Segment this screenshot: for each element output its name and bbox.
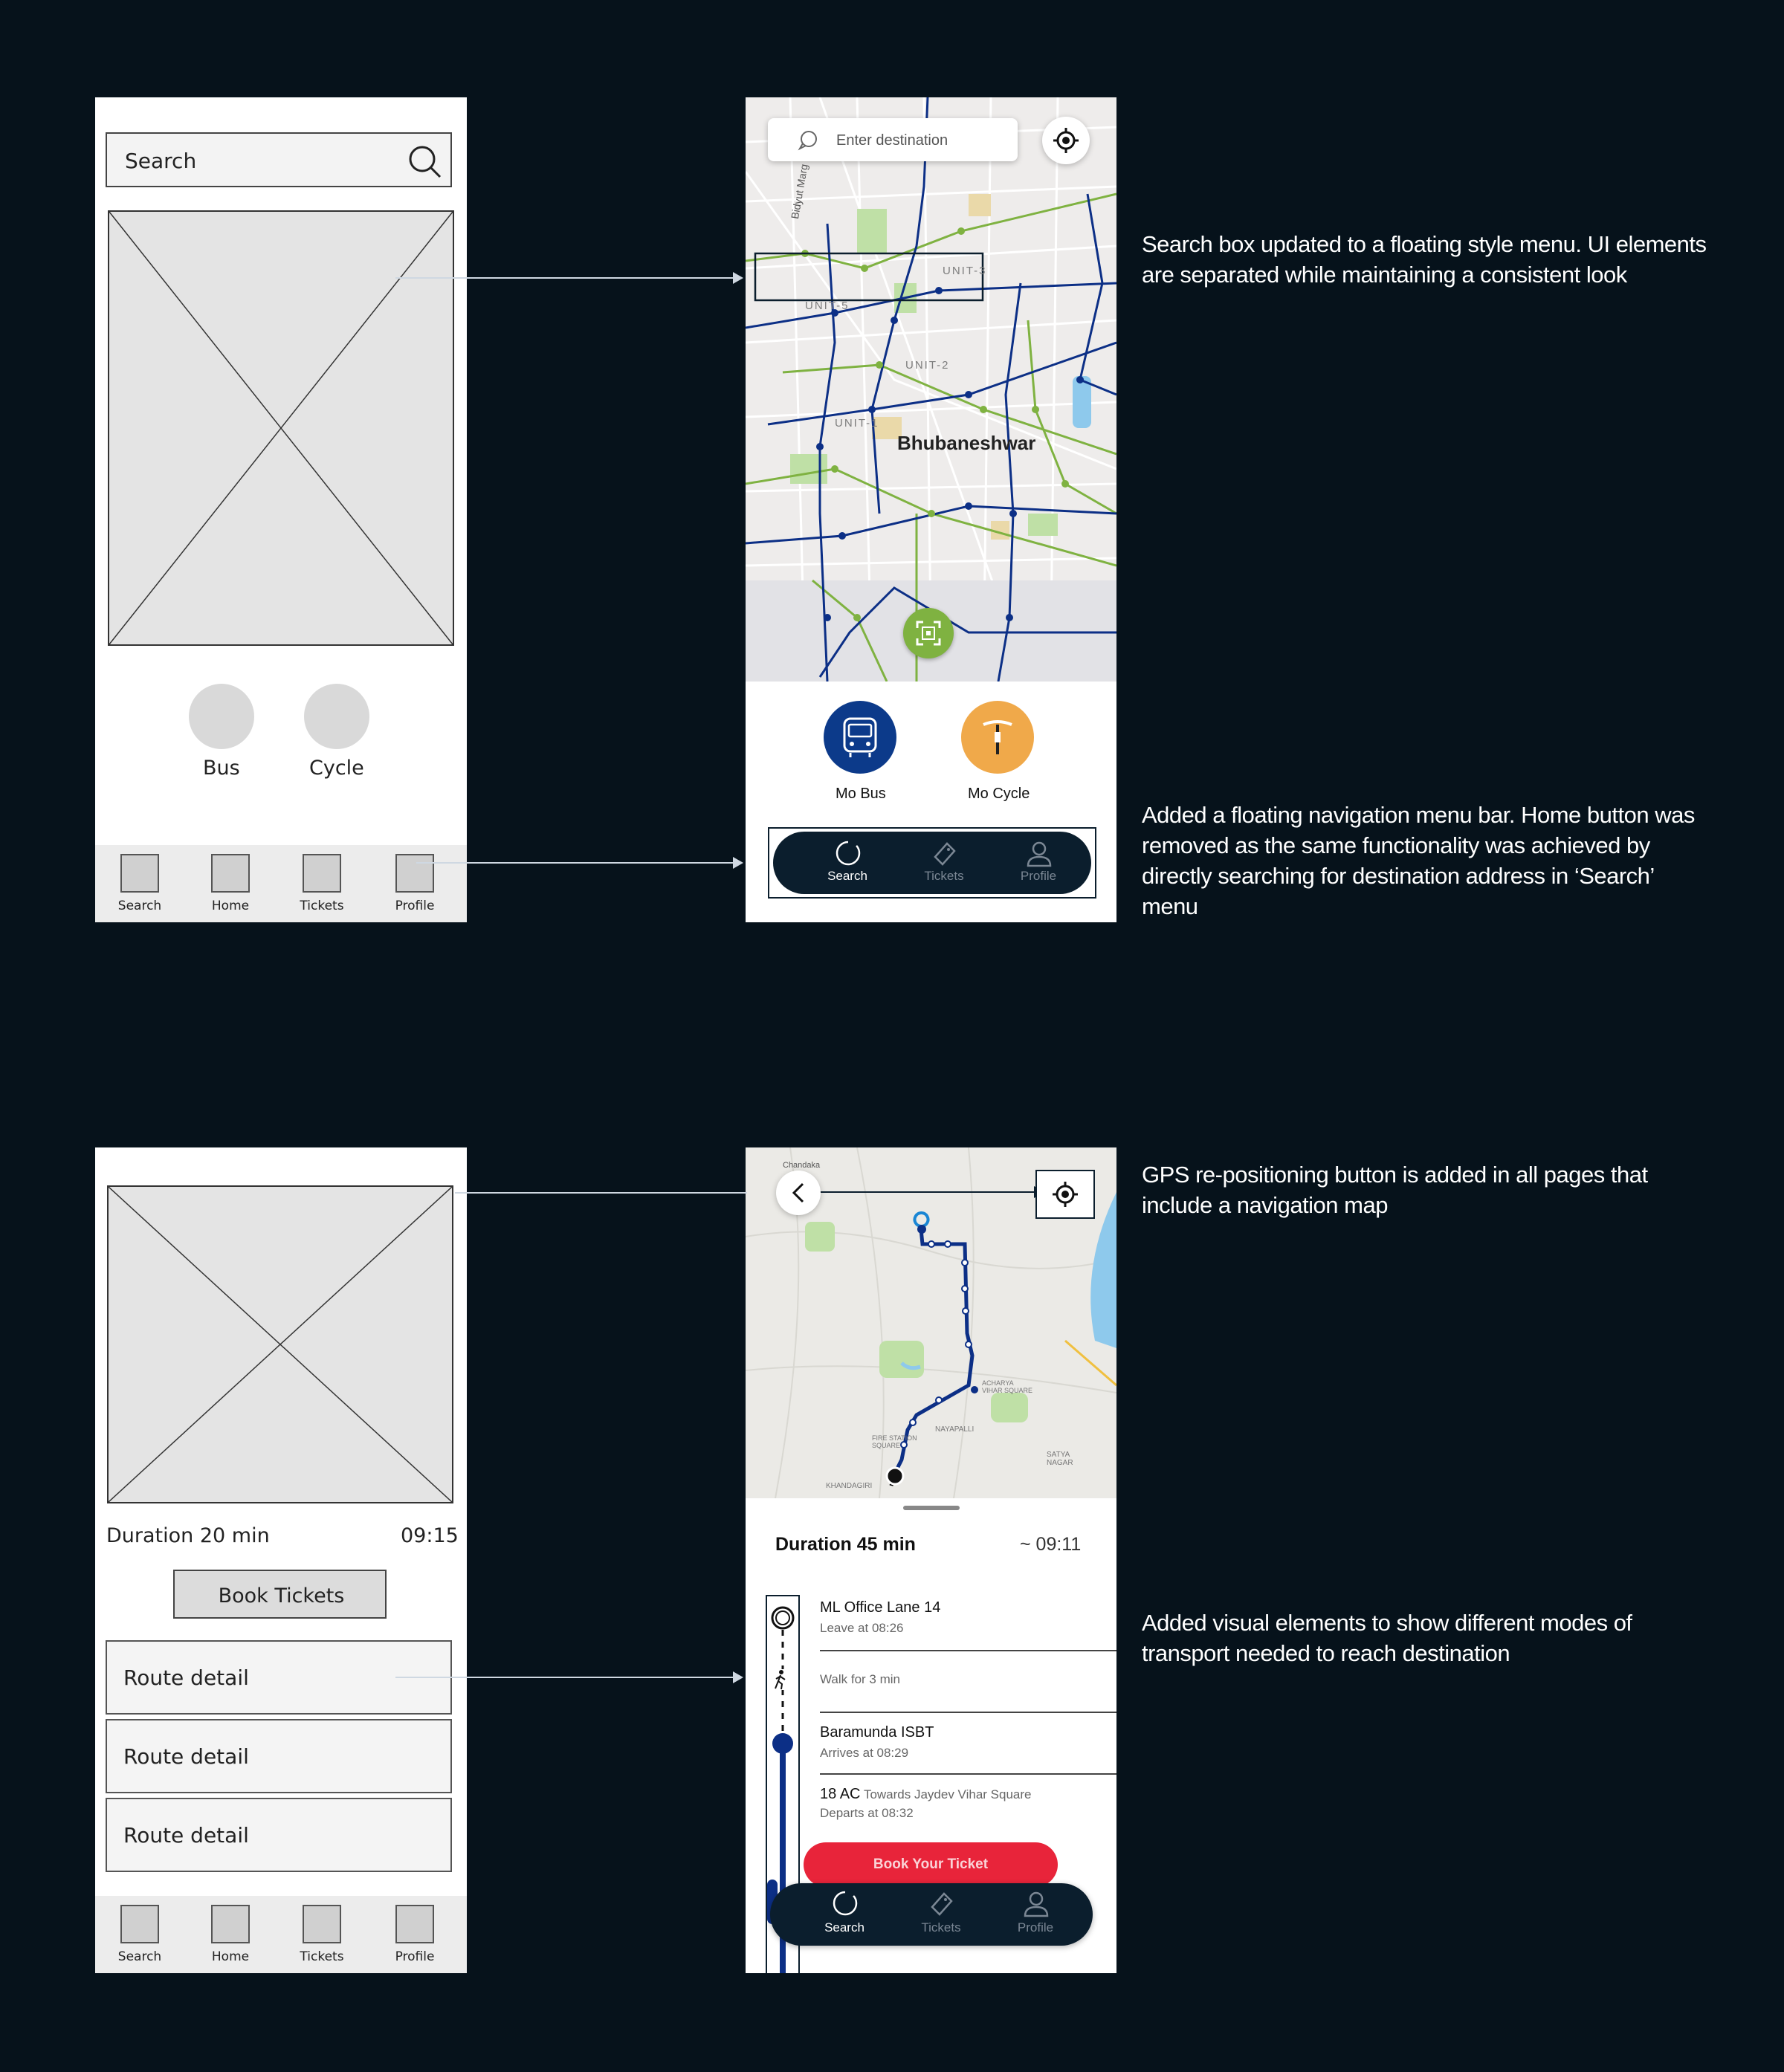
map-label-unit3: UNIT-3 [943,265,987,277]
nav-home[interactable] [184,1896,259,1973]
time-label: 09:15 [401,1524,459,1547]
nav-tickets[interactable] [276,845,350,922]
qr-scan-icon [916,621,941,646]
book-your-ticket-button[interactable] [804,1842,1058,1887]
nav-search-label: Search [117,1949,162,1964]
connector-arrow [395,277,742,279]
duration-label: Duration 20 min [106,1524,270,1547]
search-icon [834,839,862,867]
route-detail-card[interactable] [106,1798,452,1872]
gps-highlight-box [1035,1170,1095,1219]
app-search-screen [746,97,1116,922]
nav-tickets[interactable] [276,1896,350,1973]
trip-duration: Duration 45 min [775,1534,916,1555]
bus-route-direction: Towards Jaydev Vihar Square [863,1787,1032,1801]
nav-home-label: Home [211,899,250,913]
step-divider [820,1650,1116,1651]
mo-cycle-button[interactable] [961,701,1034,774]
nav-search-label: Search [827,869,867,883]
qr-scan-button[interactable] [903,608,954,658]
nav-search[interactable] [800,1883,889,1946]
step-subtitle: Walk for 3 min [820,1672,901,1686]
search-label: Search [125,149,197,173]
nav-profile[interactable] [369,845,443,922]
nav-search[interactable] [803,832,892,894]
connector-arrow [416,862,742,864]
book-tickets-label: Book Tickets [218,1584,345,1608]
nav-tickets-label: Tickets [921,1920,961,1935]
bus-route-number: 18 AC [820,1786,861,1802]
nav-profile[interactable] [369,1896,443,1973]
nav-profile[interactable] [994,832,1083,894]
cycle-mode-label: Cycle [309,757,364,780]
floating-search-bar[interactable] [768,118,1018,161]
nav-search-label: Search [824,1920,864,1935]
step-title: ML Office Lane 14 [820,1599,941,1616]
gps-target-icon [1053,127,1079,154]
chat-bubble-icon [798,130,818,151]
back-arrow-icon [789,1182,807,1203]
nav-tickets-icon [303,1905,341,1943]
search-icon[interactable] [407,144,443,180]
nav-tickets[interactable] [899,832,989,894]
wireframe-search-screen [95,97,467,922]
annotation-transport-modes: Added visual elements to show different modes of transport needed to reach destination [1142,1610,1632,1666]
route-detail-label: Route detail [123,1823,249,1848]
map-label-satya-nagar: SATYA NAGAR [1047,1451,1073,1467]
nav-profile-label: Profile [395,899,435,913]
trip-step-walk[interactable] [820,1672,1116,1687]
step-subtitle: Departs at 08:32 [820,1806,914,1820]
nav-home-label: Home [211,1949,250,1964]
bus-mode-button[interactable] [189,684,254,749]
bottom-nav [95,845,467,922]
nav-tickets-icon [303,854,341,893]
map-label-chandaka: Chandaka [783,1161,821,1170]
floating-nav-bar [770,1883,1093,1946]
step-divider [820,1773,1116,1775]
map-label-unit5: UNIT-5 [805,300,850,312]
step-divider [820,1712,1116,1713]
nav-tickets-label: Tickets [924,869,964,883]
bottom-nav [95,1896,467,1973]
map-label-road: Bidyut Marg [789,163,810,220]
annotation-nav-bar: Added a floating navigation menu bar. Home button was removed as the same functionality was achieved by directly searching for destination address in ‘Search’ menu [1142,802,1695,919]
nav-profile-label: Profile [1017,1920,1054,1935]
nav-profile-icon [395,1905,434,1943]
connector-arrow [395,1677,742,1678]
mo-cycle-label: Mo Cycle [968,786,1030,802]
nav-search-icon [120,854,159,893]
nav-profile[interactable] [991,1883,1080,1946]
search-bar[interactable] [106,132,452,187]
trip-arrival-time: ~ 09:11 [1020,1534,1082,1555]
nav-profile-label: Profile [1020,869,1057,883]
annotation-gps-button: GPS re-positioning button is added in all pages that include a navigation map [1142,1162,1648,1218]
nav-search[interactable] [94,845,168,922]
map-placeholder [107,1185,453,1503]
sheet-handle[interactable] [903,1506,960,1510]
route-detail-card[interactable] [106,1719,452,1793]
nav-tickets-label: Tickets [300,899,344,913]
nav-profile-label: Profile [395,1949,435,1964]
map-label-acharya-vihar: ACHARYA VIHAR SQUARE [982,1379,1033,1394]
map-label-nayapalli: NAYAPALLI [935,1425,975,1434]
ticket-icon [931,839,959,867]
profile-icon [1025,839,1053,867]
app-route-screen [746,1147,1116,1973]
cycle-icon [979,714,1016,760]
nav-home-icon [211,854,250,893]
nav-tickets-label: Tickets [300,1949,344,1964]
nav-home[interactable] [184,845,259,922]
nav-search[interactable] [94,1896,168,1973]
mo-bus-label: Mo Bus [836,786,886,802]
nav-tickets[interactable] [896,1883,986,1946]
gps-target-icon[interactable] [1052,1181,1079,1208]
walk-icon [773,1669,788,1690]
step-subtitle: Arrives at 08:29 [820,1746,909,1760]
mo-bus-button[interactable] [824,701,896,774]
book-tickets-button[interactable] [173,1570,387,1619]
trip-step-stop[interactable] [820,1724,1116,1761]
map-label-unit2: UNIT-2 [905,359,950,372]
map-label-khandagiri: KHANDAGIRI [826,1482,873,1490]
nav-search-icon [120,1905,159,1943]
wireframe-route-screen [95,1147,467,1973]
annotation-search-box: Search box updated to a floating style menu. UI elements are separated while maintaining a consistent look [1142,231,1707,288]
gps-button[interactable] [1042,117,1090,164]
trip-step-origin[interactable] [820,1599,1116,1636]
nav-search-label: Search [117,899,162,913]
book-your-ticket-label: Book Your Ticket [873,1856,989,1872]
map-label-unit1: UNIT-1 [835,417,879,430]
floating-nav-bar [773,832,1091,894]
step-title: Baramunda ISBT [820,1724,934,1741]
trip-step-bus[interactable] [820,1786,1116,1821]
nav-profile-icon [395,854,434,893]
route-detail-label: Route detail [123,1665,249,1690]
search-icon [831,1889,859,1917]
back-button[interactable] [776,1171,821,1215]
nav-home-icon [211,1905,250,1943]
step-subtitle: Leave at 08:26 [820,1621,904,1635]
route-detail-label: Route detail [123,1744,249,1769]
profile-icon [1022,1889,1050,1917]
bus-mode-label: Bus [203,757,240,780]
cycle-mode-button[interactable] [304,684,369,749]
map-label-fire-station: FIRE STATION SQUARE [872,1434,917,1449]
ticket-icon [928,1889,956,1917]
bus-icon [841,716,879,759]
map-placeholder [108,210,454,646]
map-city-label: Bhubaneshwar [897,432,1036,454]
search-placeholder: Enter destination [836,132,948,149]
connector-line [455,1192,747,1194]
